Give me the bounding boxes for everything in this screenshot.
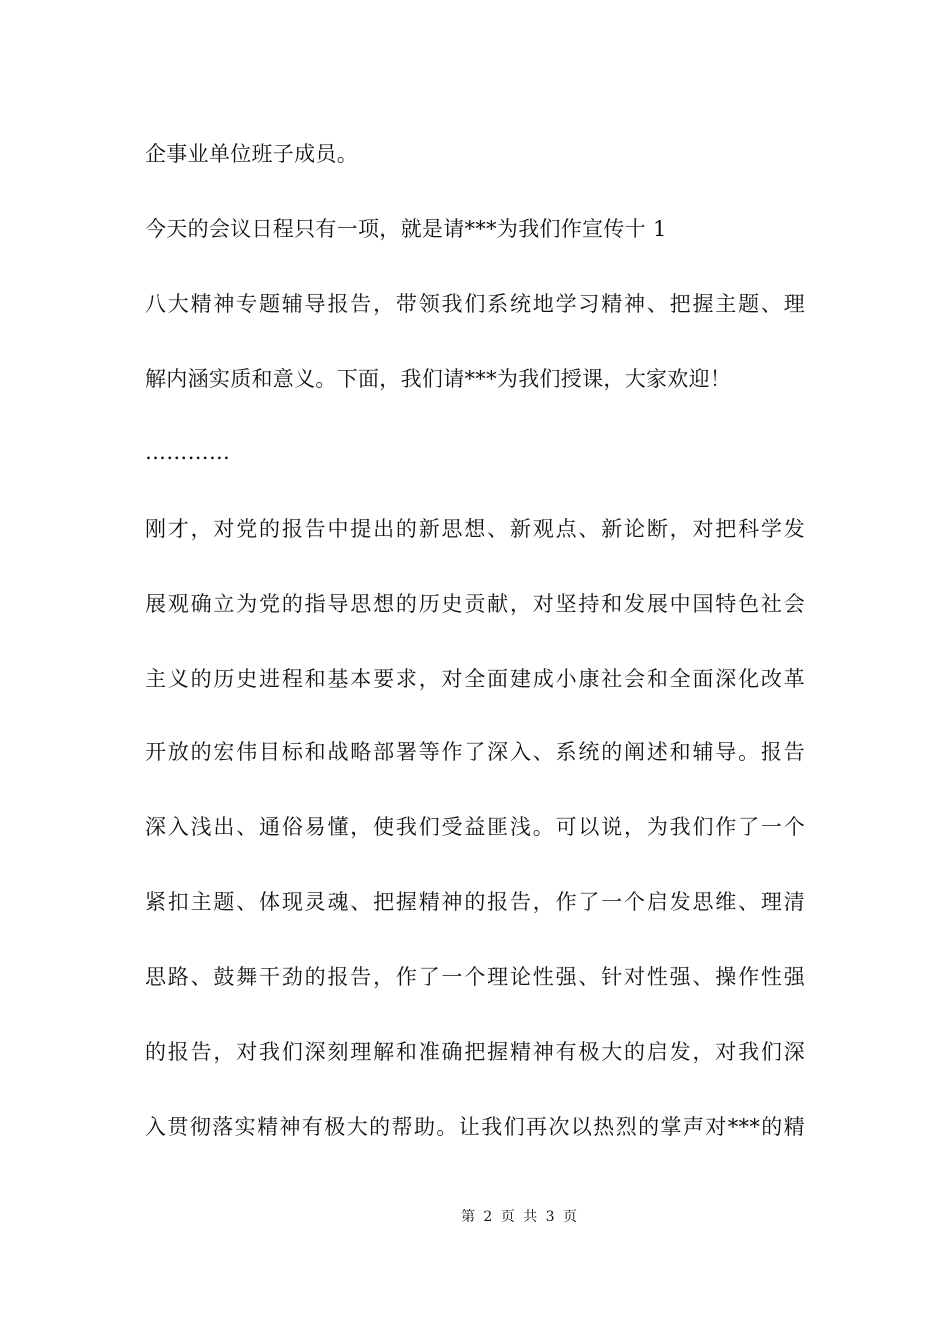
- text-line: 刚才，对党的报告中提出的新思想、新观点、新论断，对把科学发: [145, 517, 805, 541]
- text-line: 紧扣主题、体现灵魂、把握精神的报告，作了一个启发思维、理清: [145, 890, 805, 914]
- ellipsis-line: …………: [145, 440, 231, 464]
- text-line: 展观确立为党的指导思想的历史贡献，对坚持和发展中国特色社会: [145, 592, 805, 616]
- text-line: 深入浅出、通俗易懂，使我们受益匪浅。可以说，为我们作了一个: [145, 815, 805, 839]
- text-line: 八大精神专题辅导报告，带领我们系统地学习精神、把握主题、理: [145, 292, 805, 316]
- text-line: 入贯彻落实精神有极大的帮助。让我们再次以热烈的掌声对***的精: [145, 1115, 805, 1139]
- text-line: 企事业单位班子成员。: [145, 142, 358, 166]
- text-line: 开放的宏伟目标和战略部署等作了深入、系统的阐述和辅导。报告: [145, 740, 805, 764]
- text-line: 解内涵实质和意义。下面，我们请***为我们授课，大家欢迎！: [145, 367, 732, 391]
- text-line: 主义的历史进程和基本要求，对全面建成小康社会和全面深化改革: [145, 667, 805, 691]
- text-line: 的报告，对我们深刻理解和准确把握精神有极大的启发，对我们深: [145, 1040, 805, 1064]
- text-line: 今天的会议日程只有一项，就是请***为我们作宣传十 1: [145, 217, 667, 241]
- text-line: 思路、鼓舞干劲的报告，作了一个理论性强、针对性强、操作性强: [145, 965, 805, 989]
- page-number-footer: 第 2 页 共 3 页: [460, 1209, 580, 1225]
